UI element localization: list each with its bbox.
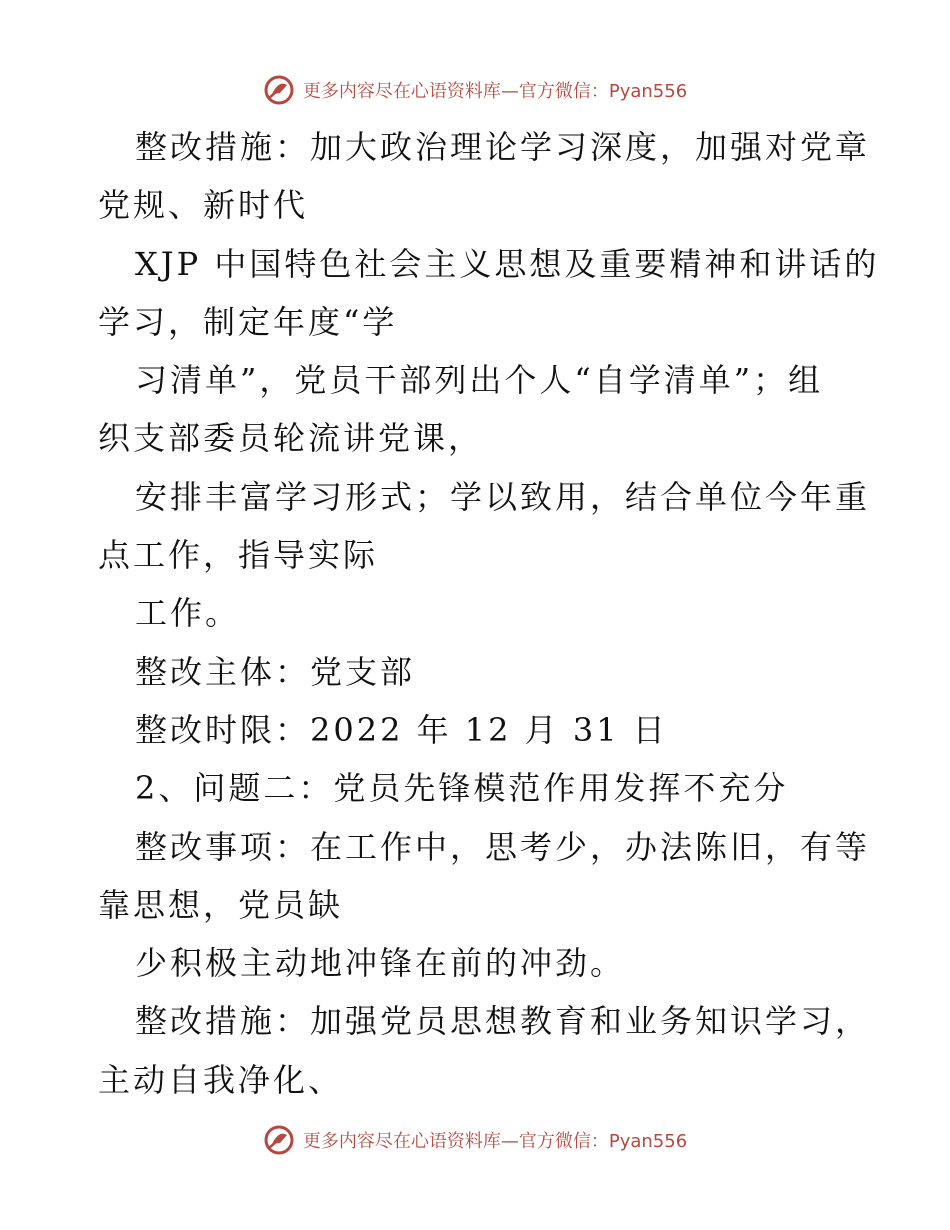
text-line: 少积极主动地冲锋在前的冲劲。 — [135, 944, 626, 983]
text-line: 2、问题二：党员先锋模范作用发挥不充分 — [135, 769, 789, 808]
text-line: 整改事项：在工作中，思考少，办法陈旧，有等 — [135, 827, 871, 866]
document-body — [98, 118, 880, 1109]
text-line: 学习，制定年度“学 — [98, 302, 398, 341]
text-line: 整改措施：加强党员思想教育和业务知识学习， — [135, 1002, 871, 1041]
watermark-text: 更多内容尽在心语资料库—官方微信：Pyan556 — [302, 1131, 688, 1152]
footer-watermark — [0, 1120, 950, 1160]
text-line: 工作。 — [135, 594, 241, 633]
text-line: 安排丰富学习形式；学以致用，结合单位今年重 — [135, 477, 871, 516]
text-line: 整改措施：加大政治理论学习深度，加强对党章 — [135, 128, 871, 166]
text-line: 织支部委员轮流讲党课， — [98, 419, 484, 458]
text-line: 党规、新时代 — [98, 186, 309, 225]
brand-logo-icon — [263, 74, 295, 106]
text-line: 整改时限：2022 年 12 月 31 日 — [135, 710, 668, 749]
text-line: 主动自我净化、 — [98, 1060, 344, 1099]
watermark-text: 更多内容尽在心语资料库—官方微信：Pyan556 — [302, 81, 688, 102]
text-line: 整改主体：党支部 — [135, 652, 416, 691]
header-watermark — [0, 70, 950, 110]
text-line: 靠思想，党员缺 — [98, 885, 344, 924]
brand-logo-icon — [263, 1124, 295, 1156]
text-line: 点工作，指导实际 — [98, 536, 379, 575]
text-line: 习清单”，党员干部列出个人“自学清单”；组 — [135, 361, 824, 400]
text-line: XJP 中国特色社会主义思想及重要精神和讲话的 — [135, 244, 880, 283]
